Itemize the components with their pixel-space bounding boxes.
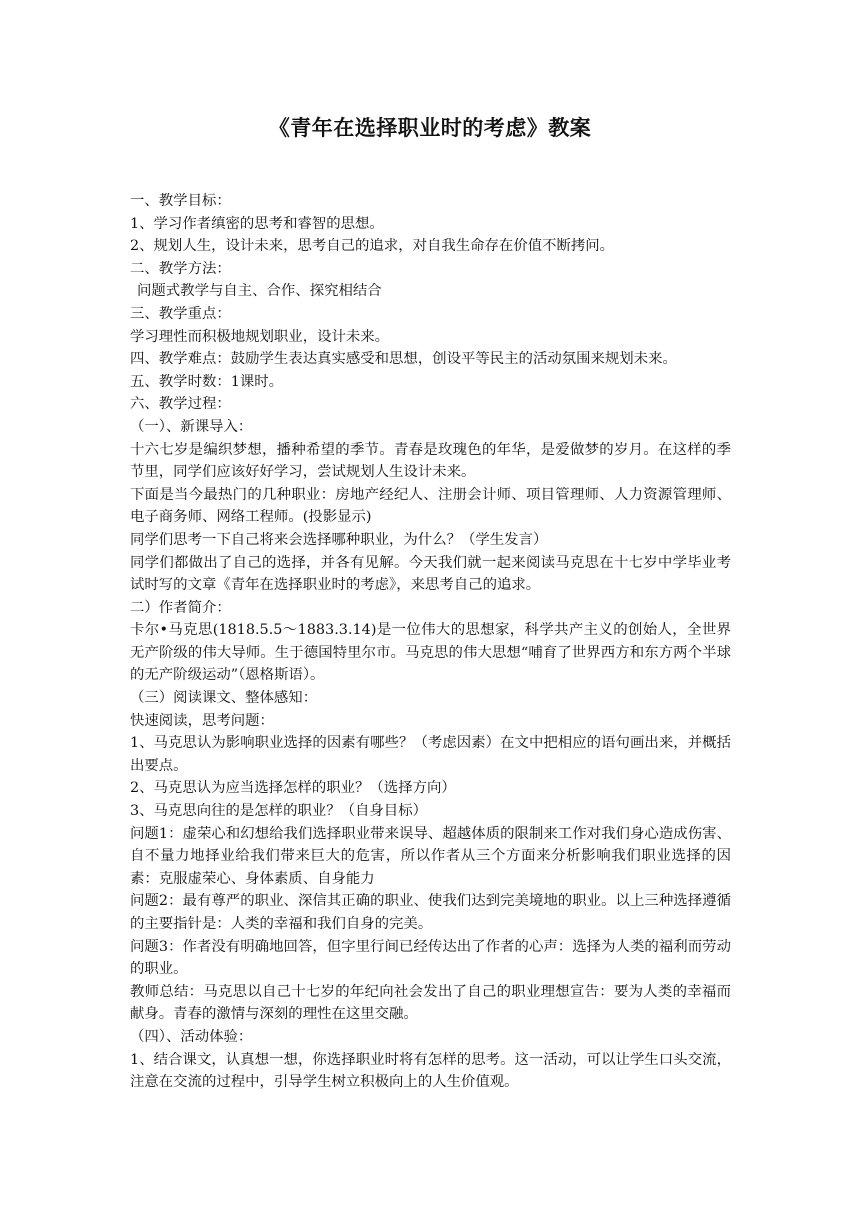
- paragraph: 1、结合课文，认真想一想，你选择职业时将有怎样的思考。这一活动，可以让学生口头交流，注意在交流的过程中，引导学生树立积极向上的人生价值观。: [130, 1051, 731, 1091]
- paragraph: 下面是当今最热门的几种职业：房地产经纪人、注册会计师、项目管理师、人力资源管理师、电子商务师、网络工程师。(投影显示): [130, 486, 731, 526]
- paragraph: 1、马克思认为影响职业选择的因素有哪些？（考虑因素）在文中把相应的语句画出来，并概括出要点。: [130, 735, 731, 774]
- paragraph: 2、马克思认为应当选择怎样的职业？（选择方向）: [130, 780, 456, 797]
- paragraph: 四、教学难点：鼓励学生表达真实感受和思想，创设平等民主的活动氛围来规划未来。: [130, 351, 677, 368]
- paragraph: 2、规划人生，设计未来，思考自己的追求，对自我生命存在价值不断拷问。: [130, 238, 615, 255]
- paragraph: 3、马克思向往的是怎样的职业？（自身目标）: [130, 803, 427, 820]
- paragraph: 五、教学时数：1课时。: [130, 373, 284, 390]
- paragraph: 十六七岁是编织梦想，播种希望的季节。青春是玫瑰色的年华，是爱做梦的岁月。在这样的季节里，同学们应该好好学习，尝试规划人生设计未来。: [130, 441, 731, 481]
- paragraph: （三）阅读课文、整体感知：: [130, 690, 318, 707]
- paragraph: 二）作者简介：: [130, 599, 231, 616]
- paragraph: 问题式教学与自主、合作、探究相结合: [137, 283, 382, 300]
- paragraph: （一）、新课导入：: [130, 418, 253, 435]
- paragraph: 二、教学方法：: [130, 260, 231, 277]
- paragraph: 问题1：虚荣心和幻想给我们选择职业带来误导、超越体质的限制来工作对我们身心造成伤害、自不量力地择业给我们带来巨大的危害，所以作者从三个方面来分析影响我们职业选择的因素：克服虚荣心、身体素质、自身能力: [130, 825, 731, 887]
- paragraph: 同学们思考一下自己将来会选择哪种职业，为什么？（学生发言）: [130, 531, 548, 548]
- paragraph: 学习理性而积极地规划职业，设计未来。: [130, 328, 390, 345]
- paragraph: 六、教学过程：: [130, 396, 231, 413]
- paragraph: 1、学习作者缜密的思考和睿智的思想。: [130, 215, 384, 232]
- paragraph: 一、教学目标：: [130, 193, 231, 209]
- paragraph: 卡尔•马克思(1818.5.5～1883.3.14)是一位伟大的思想家，科学共产主义的创始人，全世界无产阶级的伟大导师。生于德国特里尔市。马克思的伟大思想“哺育了世界西方和东方两个半球的无产阶级运动”（恩格斯语）。: [130, 622, 731, 684]
- paragraph: 问题2：最有尊严的职业、深信其正确的职业、使我们达到完美境地的职业。以上三种选择遵循的主要指针是：人类的幸福和我们自身的完美。: [130, 893, 731, 932]
- paragraph: 三、教学重点：: [130, 305, 231, 322]
- document-title: 《青年在选择职业时的考虑》教案: [268, 115, 592, 140]
- paragraph: （四）、活动体验：: [130, 1028, 253, 1045]
- paragraph: 问题3：作者没有明确地回答，但字里行间已经传达出了作者的心声：选择为人类的福利而劳动的职业。: [130, 938, 731, 978]
- paragraph: 同学们都做出了自己的选择，并各有见解。今天我们就一起来阅读马克思在十七岁中学毕业考试时写的文章《青年在选择职业时的考虑》，来思考自己的追求。: [130, 554, 731, 594]
- document-body: [130, 190, 731, 1094]
- paragraph: 快速阅读，思考问题：: [130, 712, 274, 729]
- paragraph: 教师总结：马克思以自己十七岁的年纪向社会发出了自己的职业理想宣告：要为人类的幸福而献身。青春的激情与深刻的理性在这里交融。: [130, 983, 731, 1023]
